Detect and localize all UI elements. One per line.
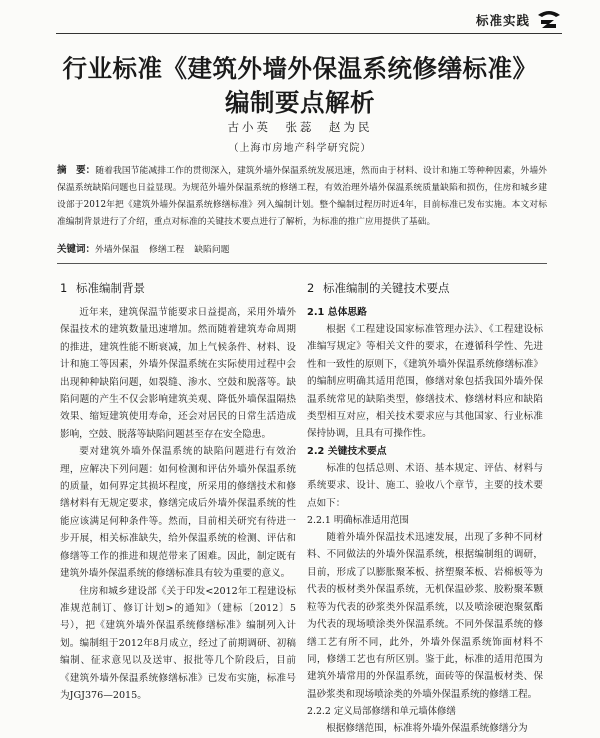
- right-column: [307, 279, 543, 738]
- left-column: [60, 279, 296, 704]
- article-title-line-1: 行业标准《建筑外墙外保温系统修缮标准》: [62, 54, 538, 83]
- subsection-2-2-2-paragraph: 根据修缮范围，标准将外墙外保温系统修缮分为: [326, 723, 528, 735]
- header-rule: [56, 33, 562, 34]
- subsection-2-1-paragraph: 根据《工程建设国家标准管理办法》、《工程建设标准编写规定》等相关文件的要求，在遵循科学性、先进性和一致性的原则下，《建筑外墙外保温系统修缮标准》的编制应明确其适用范围，修缮对象包括我国外墙外保温系统常见的缺陷类型，修缮技术、修缮材料应和缺陷类型相互对应，相关技术要求应与其他国家、行业标准保持协调，且具有可操作性。: [307, 324, 543, 440]
- section-1-paragraph: 近年来，建筑保温节能要求日益提高，采用外墙外保温技术的建筑数量迅速增加。然而随着建筑寿命周期的推进，建筑性能不断衰减，加上气候条件、材料、设计和施工等因素，外墙外保温系统在实际使用过程中会出现种种缺陷问题，如裂缝、渗水、空鼓和脱落等。缺陷问题的产生不仅会影响建筑美观、降低外墙保温隔热效果、缩短建筑使用寿命，还会对居民的日常生活造成影响，空鼓、脱落等缺陷问题甚至存在安全隐患。: [60, 307, 296, 440]
- keyword-item: 修缮工程: [149, 245, 185, 255]
- subsection-2-2-2-heading: 2.2.2 定义局部修缮和单元墙体修缮: [307, 706, 456, 718]
- journal-logo-icon: [536, 9, 562, 31]
- article-title: [0, 52, 600, 120]
- keywords: [57, 241, 547, 255]
- section-2-title: 标准编制的关键技术要点: [323, 281, 450, 295]
- abstract: [57, 162, 547, 231]
- section-1-number: 1: [60, 281, 68, 295]
- section-1-paragraph: 住房和城乡建设部《关于印发<2012年工程建设标准规范制订、修订计划>的通知》（建标〔2012〕5号），把《建筑外墙外保温系统修缮标准》编制列入计划。编制组于2012年8月成立，经过了前期调研、初稿编制、征求意见以及送审、报批等几个阶段后，目前《建筑外墙外保温系统修缮标准》已发布实施，标准号为JGJ376—2015。: [60, 585, 296, 701]
- article-title-line-2: 编制要点解析: [225, 88, 375, 117]
- running-head: [476, 8, 562, 32]
- keyword-item: 缺陷问题: [194, 245, 230, 255]
- section-1-heading: [60, 279, 296, 297]
- running-head-section: 标准实践: [475, 13, 530, 28]
- section-2-heading: [307, 279, 543, 297]
- affiliation: （上海市房地产科学研究院）: [228, 143, 372, 154]
- subsection-2-2-heading: 2.2 关键技术要点: [307, 445, 387, 457]
- section-1-paragraph: 要对建筑外墙外保温系统的缺陷问题进行有效治理，应解决下列问题：如何检测和评估外墙外保温系统的质量，如何界定其损坏程度，所采用的修缮技术和修缮材料有无规定要求，修缮完成后外墙外保温系统的性能应该满足何种条件等。然而，目前相关研究有待进一步开展，相关标准缺失，给外保温系统的检测、评估和修缮等工作的推进和规范带来了困难。因此，制定既有建筑外墙外保温系统的修缮标准具有较为重要的意义。: [60, 446, 296, 580]
- abstract-label: 摘 要：: [57, 165, 96, 176]
- keyword-item: 外墙外保温: [95, 245, 140, 255]
- subsection-2-2-1-heading: 2.2.1 明确标准适用范围: [307, 515, 409, 527]
- authors: 古小英 张蕊 赵为民: [227, 120, 373, 134]
- section-1-title: 标准编制背景: [76, 281, 145, 295]
- subsection-2-2-paragraph: 标准的包括总则、术语、基本规定、评估、材料与系统要求、设计、施工、验收八个章节，主要的技术要点如下：: [307, 462, 543, 509]
- subsection-2-1-heading: 2.1 总体思路: [307, 307, 367, 318]
- subsection-2-2-1-paragraph: 随着外墙外保温技术迅速发展，出现了多种不同材料、不同做法的外墙外保温系统，根据编制组的调研，目前，形成了以膨胀聚苯板、挤塑聚苯板、岩棉板等为代表的板材类外保温系统，无机保温砂浆、胶粉聚苯颗粒等为代表的砂浆类外保温系统，以及喷涂硬泡聚氨酯为代表的现场喷涂类外保温系统。不同外保温系统的修缮工艺有所不同，此外，外墙外保温系统饰面材料不同，修缮工艺也有所区别。鉴于此，标准的适用范围为建筑外墙常用的外保温系统，面砖等的保温板材类、保温砂浆类和现场喷涂类的外墙外保温系统的修缮工程。: [307, 532, 543, 700]
- section-2-number: 2: [307, 281, 315, 295]
- abstract-text: 随着我国节能减排工作的贯彻深入，建筑外墙外保温系统发展迅速，然而由于材料、设计和施工等种种因素，外墙外保温系统缺陷问题也日益显现。为规范外墙外保温系统的修缮工程，有效治理外墙外保温系统质量缺陷和损伤，住房和城乡建设部于2012年把《建筑外墙外保温系统修缮标准》列入编制计划。整个编制过程历时近4年，目前标准已发布实施。本文对标准编制背景进行了介绍，重点对标准的关键技术要点进行了解析，为标准的推广应用提供了基础。: [57, 166, 547, 227]
- abstract-divider: [57, 263, 547, 264]
- keywords-label: 关键词：: [57, 244, 96, 255]
